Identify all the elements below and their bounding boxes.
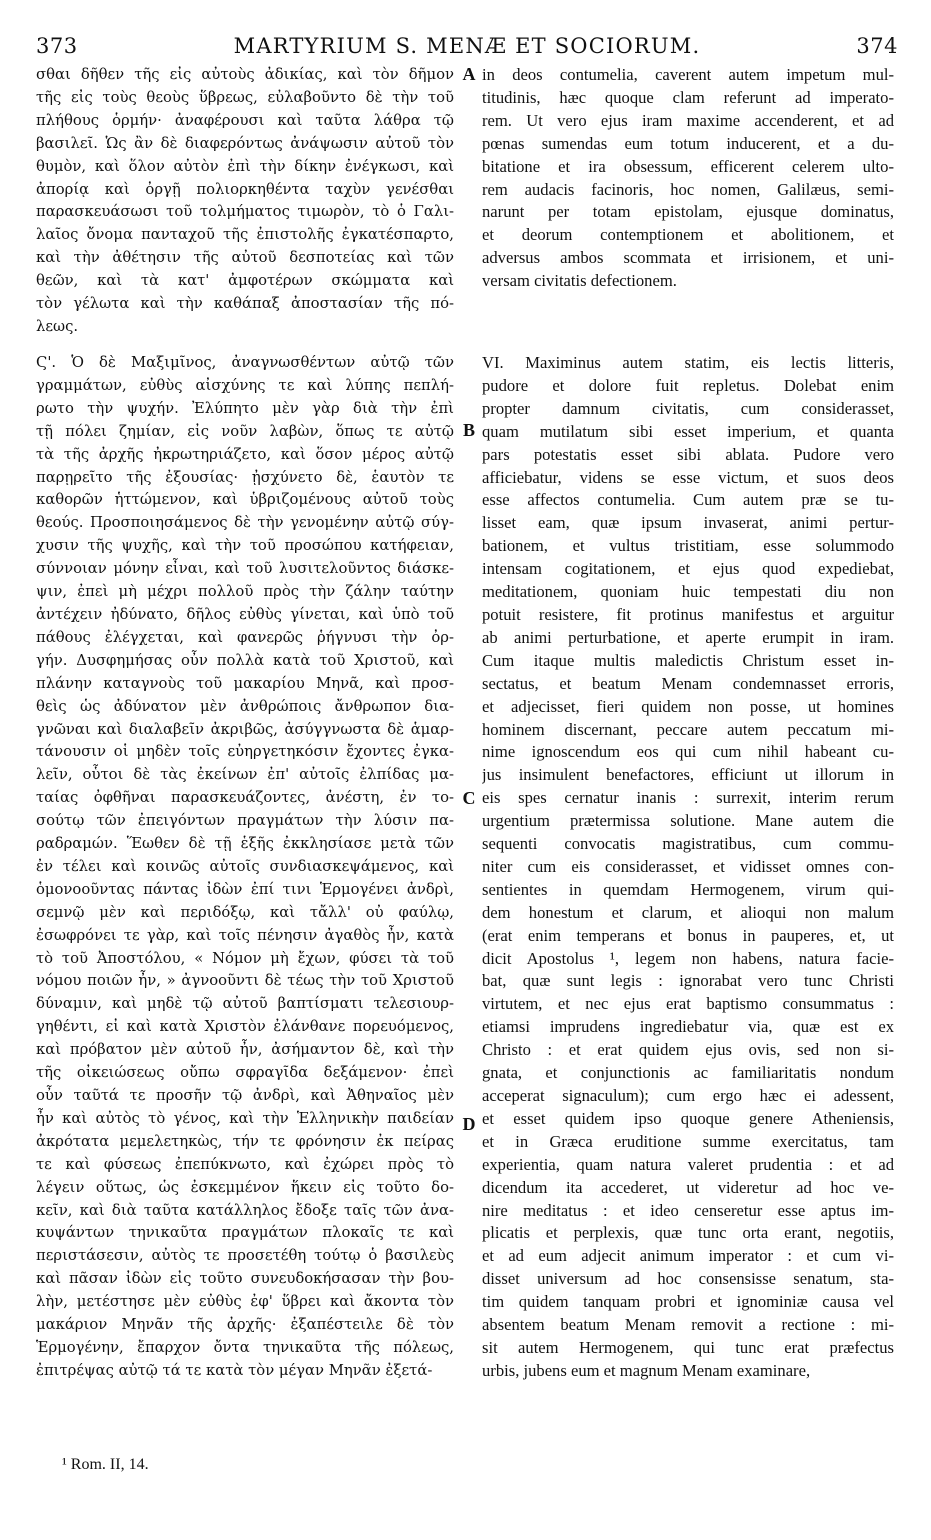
latin-text-line: tim quidem tanquam probri et ignominiæ causa vel: [482, 1292, 894, 1312]
greek-text-line: πλάνην καταγνοὺς τοῦ μακαρίου Μηνᾶ, καὶ προσ-: [36, 674, 454, 692]
latin-text-line: et adjecisset, fieri quidem non posse, ut homines: [482, 696, 894, 716]
latin-text-line: dicit Apostolus ¹, legem non habens, natura facie-: [482, 948, 894, 968]
greek-text-line: ἐν τέλει καὶ κοινῶς αὐτοῖς συνδιασκεψάμενος, καὶ: [36, 857, 454, 875]
greek-text-line: δύναμιν, καὶ μηδὲ τῷ αὐτοῦ βαπτίσματι τελεσιουρ-: [36, 995, 454, 1013]
latin-text-line: experientia, quam natura valeret prudentia : et ad: [482, 1154, 894, 1174]
greek-column-main: [36, 352, 454, 1383]
latin-text-line: urgentium prætermissa solutione. Mane autem die: [482, 811, 894, 831]
latin-text-line: et in Græca eruditione summe exercitatus, tam: [482, 1131, 894, 1151]
running-title: MARTYRIUM S. MENÆ ET SOCIORUM.: [233, 34, 701, 58]
greek-text-line: ἐσωφρόνει τε γὰρ, καὶ τοῖς πένησιν ἀγαθὸς ἦν, κατὰ: [36, 926, 454, 944]
latin-text-line: absentem beatum Menam removit a rectione : mi-: [482, 1315, 894, 1335]
latin-text-line: pœnas sumendas eum totum inducerent, et a du-: [482, 133, 894, 153]
latin-text-line: jus insimulent benefactores, efficiunt ut illorum in: [482, 765, 894, 785]
greek-text-line: τε καὶ φύσεως ἐπεπύκνωτο, καὶ ἐχώρει πρὸς τὸ: [36, 1155, 454, 1173]
greek-text-line: θεούς. Προσποιησάμενος δὲ τὴν γενομένην αὐτῷ σύγ-: [36, 514, 454, 532]
latin-text-line: hominem discernant, peccare autem peccatum mi-: [482, 719, 894, 739]
greek-text-line: καὶ πρόβατον μὲν αὐτοῦ ἦν, ἀσήμαντον δὲ, καὶ τὴν: [36, 1041, 454, 1059]
greek-text-line: πλήθους ὁρμήν· ἀναφέρουσι καὶ ταῦτα λάθρα τῷ: [36, 111, 454, 129]
latin-text-line: intensam cogitationem, et ejus quod expediebat,: [482, 559, 894, 579]
greek-text-line: μακάριον Μηνᾶν τῆς ἀρχῆς· ἐξαπέστειλε δὲ τὸν: [36, 1316, 454, 1334]
latin-text-line: Cum itaque multis maledictis Christum esset in-: [482, 650, 894, 670]
greek-text-line: τάνουσιν οἱ μηδὲν τοῖς εὐηργετηκόσιν ἔχοντες ἐγκα-: [36, 743, 454, 761]
greek-text-line: θεὶς ὡς ἀδύνατον μὲν ἀνθρώποις ἄνθρωπον δια-: [36, 697, 454, 715]
latin-text-line: urbis, jubens eum et magnum Menam examinare,: [482, 1360, 811, 1380]
greek-text-line: ταίας ὀφθῆναι παρασκευάζοντες, ἀνέστη, ἐν το-: [36, 789, 454, 807]
section-marker-d: D: [462, 1114, 476, 1134]
greek-text-line: τὸ τοῦ Ἀποστόλου, « Νόμον μὴ ἔχων, φύσει τὰ τοῦ: [36, 949, 454, 967]
latin-text-line: sequenti convocatis magistratibus, cum commu-: [482, 834, 894, 854]
footnote: ¹ Rom. II, 14.: [62, 1456, 149, 1473]
latin-text-line: sit autem Hermogenem, qui tunc erat præfectus: [482, 1337, 894, 1357]
greek-text-line: γραμμάτων, εὐθὺς αἰσχύνης τε καὶ λύπης πεπλή-: [36, 376, 454, 394]
greek-text-line: ἀπορίᾳ καὶ ὀργῇ πολιορκηθέντα ταχὺν γενέσθαι: [36, 180, 454, 198]
latin-text-line: bitatione et ira obsessum, efficerent celerem ulto-: [482, 156, 894, 176]
greek-text-line: λεως.: [36, 317, 79, 335]
latin-text-line: pudore et dolore fuit repletus. Dolebat enim: [482, 375, 894, 395]
latin-text-line: nime ignoscendum eos qui cum nihil habeant cu-: [482, 742, 894, 762]
latin-text-line: pars potestatis esset sibi ablata. Pudore vero: [482, 444, 894, 464]
latin-text-line: propter damnum civitatis, cum considerasset,: [482, 398, 894, 418]
greek-text-line: καὶ τὴν ἀθέτησιν τῆς αὐτοῦ δεσποτείας καὶ τῶν: [36, 249, 454, 267]
greek-text-line: ἐπιτρέψας αὐτῷ τά τε κατὰ τὸν μέγαν Μηνᾶν ἐξετά-: [36, 1361, 433, 1379]
greek-text-line: νόμου ποιῶν ἦν, » ἀγνοοῦντι δὲ τέως τὴν τοῦ Χριστοῦ: [36, 972, 454, 990]
greek-text-line: καὶ πᾶσαν ἰδὼν εἰς τοῦτο συνευδοκήσασαν τὴν βου-: [36, 1270, 454, 1288]
greek-text-line: τῆς εἰς τοὺς θεοὺς ὕβρεως, εὐλαβοῦντο δὲ τὴν τοῦ: [36, 88, 454, 106]
latin-text-line: etiamsi imprudens ingrediebatur via, quæ est ex: [482, 1017, 894, 1037]
greek-text-line: χυσιν τῆς ψυχῆς, καὶ τὴν τοῦ προσώπου κατήφειαν,: [36, 537, 454, 555]
greek-text-line: σούτῳ τῶν ἐπειγόντων πραγμάτων τὴν λύσιν πα-: [36, 812, 454, 830]
latin-text-line: VI. Maximinus autem statim, eis lectis litteris,: [482, 353, 894, 372]
page-header: [36, 34, 898, 62]
latin-text-line: bat, quæ sunt legis : ignorabat vero tunc Christi: [482, 971, 894, 991]
greek-text-line: γήν. Δυσφημήσας οὖν πολλὰ κατὰ τοῦ Χριστοῦ, καὶ: [36, 651, 454, 669]
right-page-number: 374: [856, 34, 898, 58]
greek-text-line: θυμὸν, καὶ ὅλον αὐτὸν ἐπὶ τὴν δίκην ἐνέγκωσι, καὶ: [36, 157, 454, 175]
greek-text-line: ραδραμών. Ἕωθεν δὲ τῇ ἑξῆς ἐκκλησίασε μετὰ τῶν: [36, 835, 454, 853]
latin-text-line: et ad eum adjecit animum imperator : et cum vi-: [482, 1246, 894, 1266]
greek-text-line: περιστάσεσιν, αὐτὸς τε προσετέθη τούτῳ ὁ βασιλεὺς: [36, 1247, 454, 1265]
latin-text-line: potuit resistere, fit protinus manifestus et arguitur: [482, 604, 894, 624]
latin-text-line: ab animi perturbatione, et aperte erumpit in iram.: [482, 627, 894, 647]
greek-text-line: λεῖν, οὗτοι δὲ τὰς ἐκείνων ἐπ' αὐτοῖς ἐλπίδας μα-: [36, 766, 454, 784]
greek-text-line: καθορῶν ἡττώμενον, καὶ ὑβριζομένους αὐτοῦ τοὺς: [36, 491, 454, 509]
greek-text-line: παρῃρεῖτο τῆς ἐξουσίας· ᾐσχύνετο δὲ, ἑαυτὸν τε: [36, 468, 454, 486]
latin-text-line: quam mutilatum sibi esset imperium, et quanta: [482, 421, 894, 441]
greek-text-line: γηθέντι, εἰ καὶ κατὰ Χριστὸν ἐλάνθανε πορευόμενος,: [36, 1018, 454, 1036]
latin-column-top: [482, 64, 894, 293]
greek-text-line: σθαι δῆθεν τῆς εἰς αὐτοὺς ἀδικίας, καὶ τὸν δῆμον: [36, 66, 454, 83]
greek-text-line: Ϛ'. Ὁ δὲ Μαξιμῖνος, ἀναγνωσθέντων αὐτῷ τῶν: [36, 354, 454, 371]
latin-text-line: versam civitatis defectionem.: [482, 271, 677, 291]
latin-text-line: acceperat signaculum); cum ergo hæc ei adessent,: [482, 1086, 894, 1105]
latin-text-line: esse affectos contumelia. Cum autem præ se tu-: [482, 490, 894, 510]
latin-text-line: nire meditatus : et ideo censeretur esse aptus im-: [482, 1200, 894, 1220]
greek-text-line: ὁμονοοῦντας πάντας ἰδὼν ἐπί τινι Ἑρμογένει ἀνδρὶ,: [36, 880, 454, 898]
latin-text-line: niter cum eis considerasset, et vidisset omnes con-: [482, 856, 894, 876]
latin-text-line: rem. Ut vero ejus iram maxime accenderent, et ad: [482, 110, 894, 130]
section-marker-a: A: [462, 64, 476, 84]
latin-text-line: et deorum contemptionem et abolitionem, et: [482, 225, 894, 245]
greek-text-line: γνῶναι καὶ διαλαβεῖν ἀκριβῶς, ἀσύγγνωστα δὲ ἁμαρ-: [36, 720, 454, 738]
greek-text-line: ἀντέχειν ἠδύνατο, δῆλος εὐθὺς γίνεται, καὶ ὑπὸ τοῦ: [36, 605, 454, 623]
left-page-number: 373: [36, 34, 78, 58]
greek-text-line: ἀκρότατα μεμελετηκὼς, τήν τε φρόνησιν ἐκ πείρας: [36, 1132, 454, 1150]
latin-text-line: dicendum ita accederet, ut videretur ad hoc ve-: [482, 1177, 894, 1197]
greek-text-line: βασιλεῖ. Ὡς ἂν δὲ διαφερόντως ἀνάψωσιν αὐτοῦ τὸν: [36, 134, 454, 152]
latin-text-line: adversus ambos scommata et irrisionem, et uni-: [482, 248, 894, 268]
section-marker-c: C: [462, 788, 476, 808]
greek-text-line: ρωτο τὴν ψυχήν. Ἐλύπητο μὲν γὰρ διὰ τὴν ἐπὶ: [36, 399, 454, 417]
greek-text-line: θεῶν, καὶ τὰ κατ' ἀμφοτέρων σκώμματα καὶ: [36, 272, 454, 290]
latin-text-line: narunt per totam epistolam, ejusque dominatus,: [482, 202, 894, 222]
latin-column-main: [482, 352, 894, 1383]
greek-text-line: τὰ τῆς ἀρχῆς ἠκρωτηριάζετο, καὶ ὅσον μέρος αὐτῷ: [36, 445, 454, 463]
greek-text-line: κυψάντων τηνικαῦτα πραγμάτων πλοκαῖς τε καὶ: [36, 1224, 454, 1242]
latin-text-line: lisset eam, quæ ipsum invaserat, animi pertur-: [482, 513, 894, 533]
greek-text-line: σύννοιαν μόνην εἶναι, καὶ τοῦ λυσιτελοῦντος διάσκε-: [36, 560, 454, 578]
latin-text-line: sectatus, et beatum Menam condemnasset erroris,: [482, 673, 894, 693]
greek-text-line: πάθους ἐλέγχεται, καὶ φανερῶς ῥήγνυσι τὴν ὀρ-: [36, 628, 454, 646]
latin-text-line: virtutem, et nec ejus erat baptismo consummatus :: [482, 994, 894, 1014]
latin-text-line: sentientes in quemdam Hermogenem, virum qui-: [482, 879, 894, 899]
latin-text-line: et esset quidem ipso quoque genere Atheniensis,: [482, 1108, 894, 1128]
latin-text-line: afficiebatur, videns se esse victum, et suos deos: [482, 467, 894, 487]
latin-text-line: dem honestum et clarum, et alioqui non malum: [482, 902, 894, 922]
latin-text-line: titudinis, hæc quoque clam referunt ad imperato-: [482, 87, 894, 107]
latin-text-line: bationem, et vultus tristitiam, esse solummodo: [482, 536, 894, 556]
latin-text-line: (erat enim temperans et bonus in pauperes, et, ut: [482, 925, 894, 945]
greek-text-line: σεμνῷ μὲν καὶ περιδόξῳ, καὶ τἄλλ' οὐ φαύλῳ,: [36, 903, 454, 921]
greek-text-line: ψιν, ἐπεὶ μὴ μέχρι πολλοῦ πρὸς τὴν ζάλην ταύτην: [36, 583, 454, 601]
latin-text-line: in deos contumelia, caverent autem impetum mul-: [482, 65, 894, 84]
greek-column-top: [36, 64, 454, 339]
greek-text-line: τῆς οἰκειώσεως οὔπω σφραγῖδα δεξάμενον· ἐπεὶ: [36, 1064, 454, 1082]
greek-text-line: λέγειν οὕτως, ὡς ἐσκεμμένον ἥκειν εἰς τοῦτο δο-: [36, 1178, 454, 1196]
greek-text-line: λαῖος ὄνομα πανταχοῦ τῆς ἐπιστολῆς ἐγκατέσπαρτο,: [36, 226, 454, 244]
greek-text-line: παρασκευάσωσι τοῦ τολμήματος τιμωρὸν, τὸ ὁ Γαλι-: [36, 203, 454, 221]
latin-text-line: eis spes cernatur inanis : surrexit, interim rerum: [482, 788, 894, 808]
greek-text-line: τῇ πόλει ζημίαν, εἰς νοῦν λαβὼν, ὅπως τε αὐτῷ: [36, 422, 454, 440]
latin-text-line: plicatis et perplexis, quæ tunc orta erant, negotiis,: [482, 1223, 894, 1243]
latin-text-line: disset universum ad hoc consensisse senatum, sta-: [482, 1269, 894, 1289]
greek-text-line: κεῖν, καὶ διὰ ταῦτα κατάλληλος ἔδοξε ταῖς τῶν ἀνα-: [36, 1201, 454, 1219]
latin-text-line: rem audacis facinoris, hoc nomen, Galilæus, semi-: [482, 179, 894, 199]
latin-text-line: Christo : et erat quidem ejus ovis, sed non si-: [482, 1040, 894, 1060]
greek-text-line: Ἑρμογένην, ἔπαρχον ὄντα τηνικαῦτα τῆς πόλεως,: [36, 1338, 454, 1356]
latin-text-line: meditationem, quoniam huic tempestati diu non: [482, 582, 894, 602]
greek-text-line: λὴν, μετέστησε μὲν εὐθὺς ἐφ' ὕβρει καὶ ἄκοντα τὸν: [36, 1293, 454, 1311]
section-marker-b: B: [462, 420, 475, 440]
greek-text-line: τὸν γέλωτα καὶ τὴν καθάπαξ ἀποστασίαν τῆς πό-: [36, 295, 454, 313]
greek-text-line: ἦν καὶ αὐτὸς τὸ γένος, καὶ τὴν Ἑλληνικὴν παιδείαν: [36, 1109, 454, 1127]
latin-text-line: gnata, et conjunctionis ac familiaritatis nondum: [482, 1063, 894, 1083]
greek-text-line: οὖν ταῦτά τε προσῆν τῷ ἀνδρὶ, καὶ Ἀθηναῖος μὲν: [36, 1087, 454, 1104]
